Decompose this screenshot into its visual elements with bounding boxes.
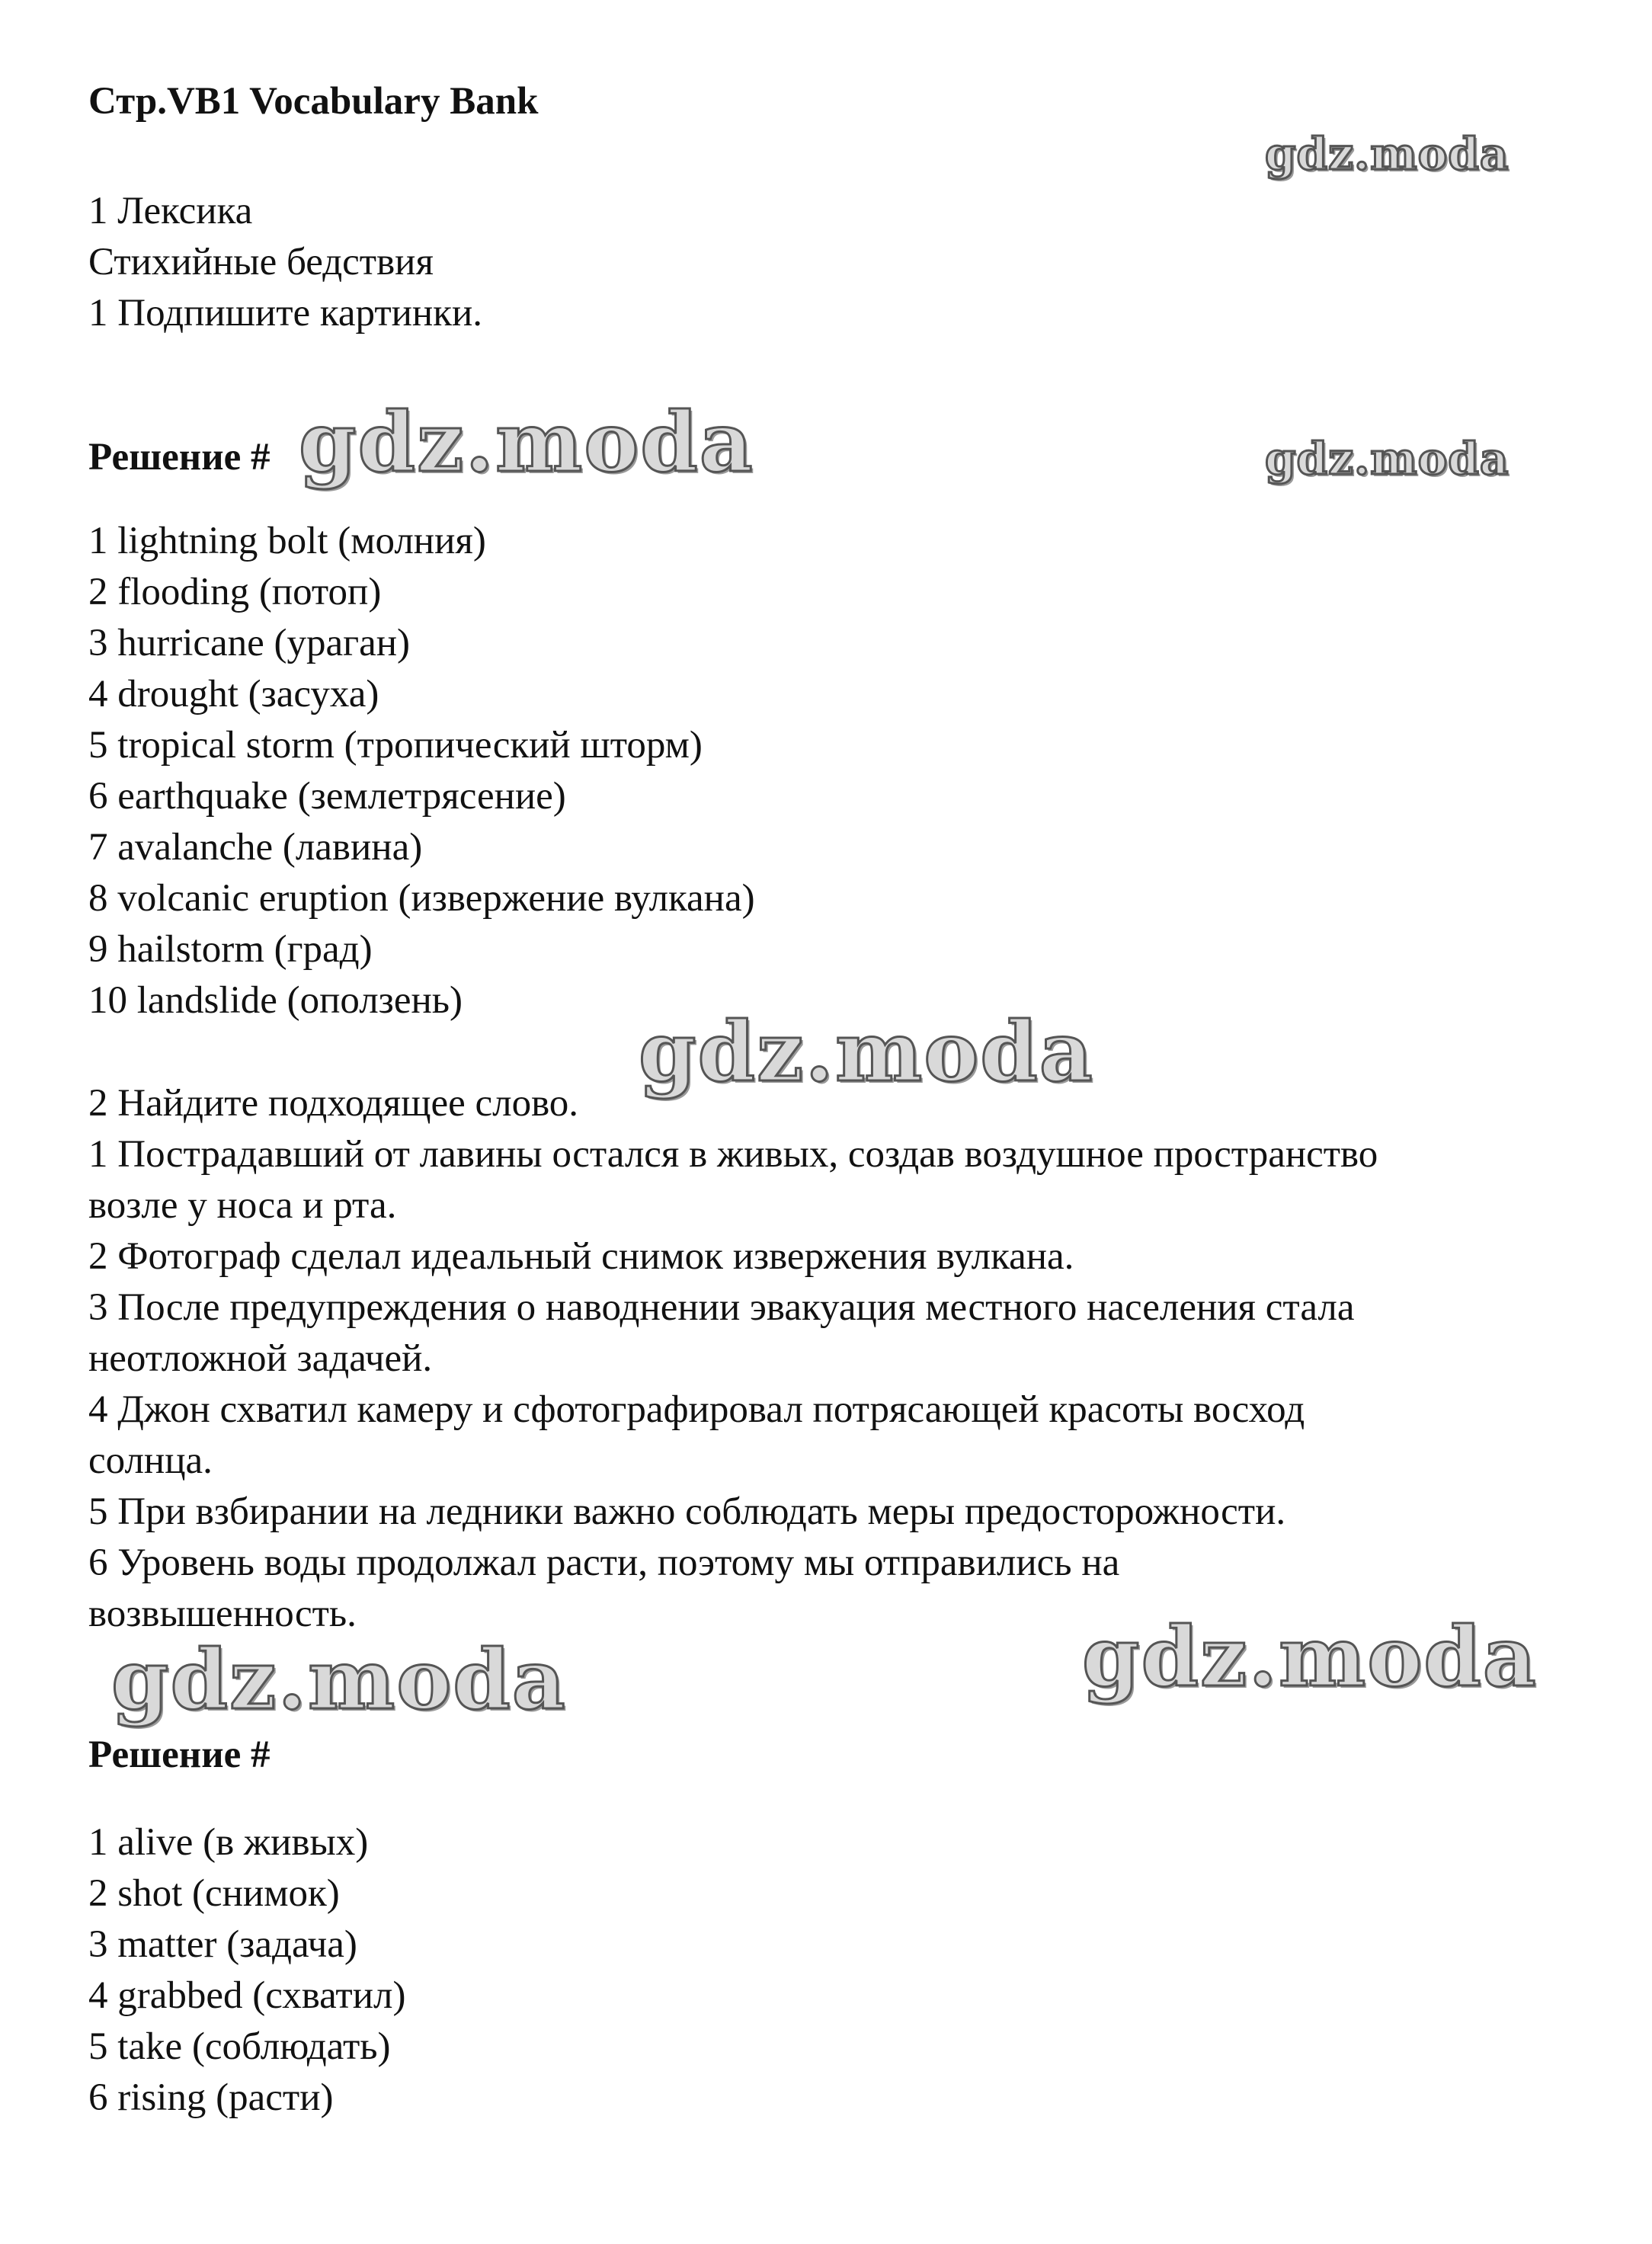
list-item: 1 alive (в живых) xyxy=(88,1821,369,1864)
section-heading: 1 Лексика xyxy=(88,190,253,232)
list-item: 2 shot (снимок) xyxy=(88,1872,340,1915)
solution-label: Решение # xyxy=(88,436,271,479)
list-item: 5 tropical storm (тропический шторм) xyxy=(88,724,703,767)
list-item: 2 Фотограф сделал идеальный снимок извержения вулкана. xyxy=(88,1235,1074,1278)
watermark: gdz.moda xyxy=(299,395,754,491)
list-item: 8 volcanic eruption (извержение вулкана) xyxy=(88,877,755,920)
list-item: 5 При взбирании на ледники важно соблюдать меры предосторожности. xyxy=(88,1490,1286,1533)
list-item: 6 Уровень воды продолжал расти, поэтому мы отправились на xyxy=(88,1541,1120,1584)
task-instruction: 1 Подпишите картинки. xyxy=(88,292,483,335)
watermark: gdz.moda xyxy=(111,1632,567,1728)
list-item: 10 landslide (оползень) xyxy=(88,979,463,1022)
page-title: Стр.VB1 Vocabulary Bank xyxy=(88,80,539,123)
watermark: gdz.moda xyxy=(1265,128,1510,180)
list-item: 1 Пострадавший от лавины остался в живых, создав воздушное пространство xyxy=(88,1133,1378,1176)
list-item: 6 earthquake (землетрясение) xyxy=(88,775,566,818)
list-item: неотложной задачей. xyxy=(88,1337,433,1380)
task-instruction: 2 Найдите подходящее слово. xyxy=(88,1082,579,1125)
watermark: gdz.moda xyxy=(1082,1609,1538,1705)
list-item: 2 flooding (потоп) xyxy=(88,571,382,613)
list-item: 9 hailstorm (град) xyxy=(88,928,373,971)
list-item: 4 Джон схватил камеру и сфотографировал потрясающей красоты восход xyxy=(88,1388,1305,1431)
list-item: солнца. xyxy=(88,1439,213,1482)
list-item: 6 rising (расти) xyxy=(88,2076,334,2119)
list-item: 5 take (соблюдать) xyxy=(88,2025,391,2068)
watermark: gdz.moda xyxy=(1265,433,1510,485)
list-item: 4 drought (засуха) xyxy=(88,673,379,715)
list-item: 1 lightning bolt (молния) xyxy=(88,520,486,562)
list-item: 7 avalanche (лавина) xyxy=(88,826,423,869)
list-item: возвышенность. xyxy=(88,1593,357,1635)
solution-label: Решение # xyxy=(88,1733,271,1776)
list-item: 3 После предупреждения о наводнении эвакуация местного населения стала xyxy=(88,1286,1355,1329)
watermark: gdz.moda xyxy=(639,1004,1094,1100)
list-item: 3 matter (задача) xyxy=(88,1923,357,1966)
list-item: возле у носа и рта. xyxy=(88,1184,397,1227)
list-item: 4 grabbed (схватил) xyxy=(88,1974,406,2017)
list-item: 3 hurricane (ураган) xyxy=(88,622,410,664)
section-topic: Стихийные бедствия xyxy=(88,241,434,283)
